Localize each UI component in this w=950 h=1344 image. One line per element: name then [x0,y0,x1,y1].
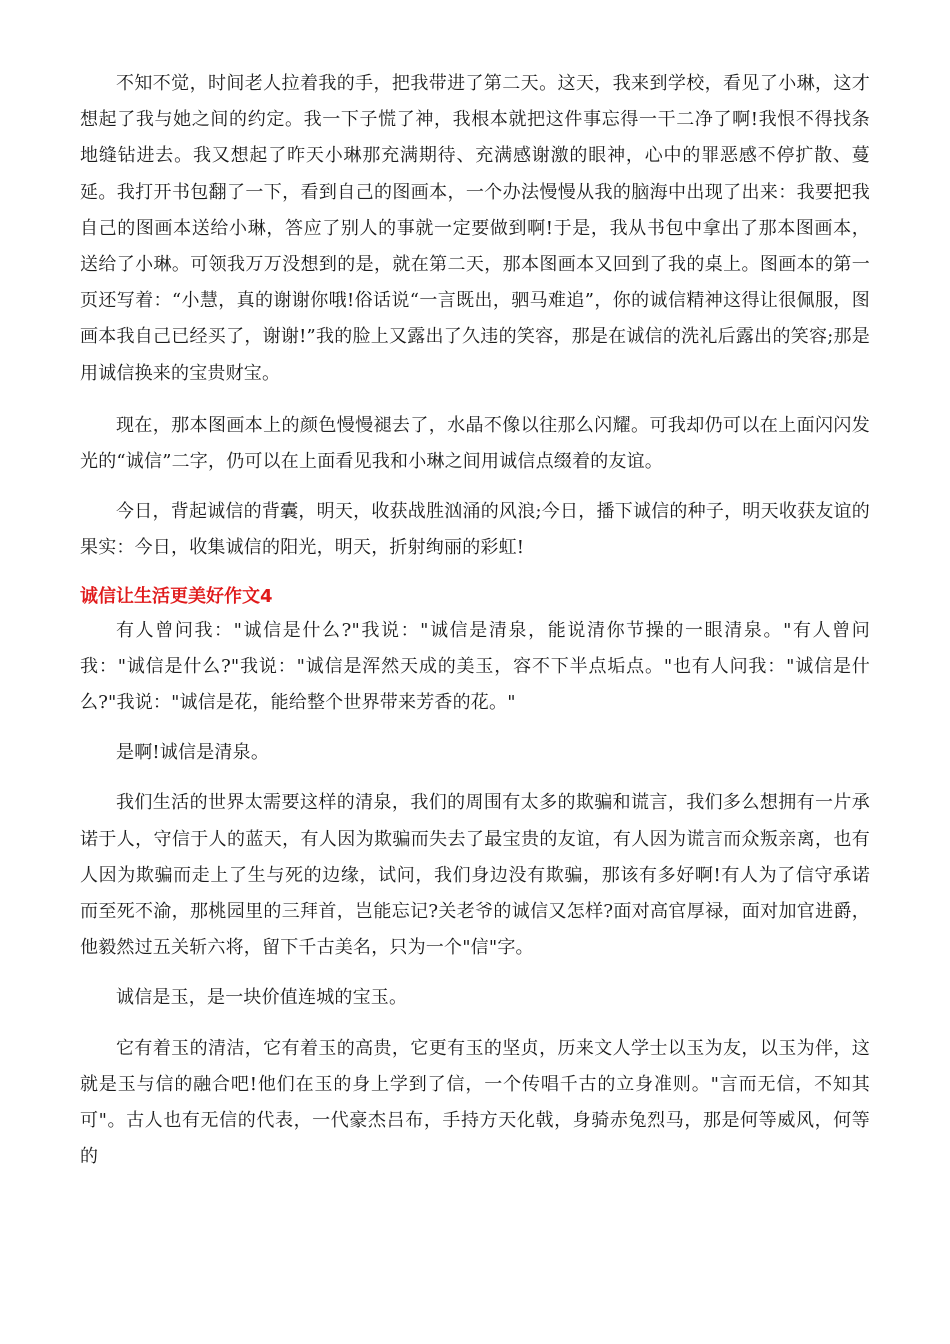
paragraph-second-day: 不知不觉，时间老人拉着我的手，把我带进了第二天。这天，我来到学校，看见了小琳，这才想起了我与她之间的约定。我一下子慌了神，我根本就把这件事忘得一干二净了啊!我恨不得找条地缝钻进去。我又想起了昨天小琳那充满期待、充满感谢激的眼神，心中的罪恶感不停扩散、蔓延。我打开书包翻了一下，看到自己的图画本，一个办法慢慢从我的脑海中出现了出来：我要把我自己的图画本送给小琳，答应了别人的事就一定要做到啊!于是，我从书包中拿出了那本图画本，送给了小琳。可领我万万没想到的是，就在第二天，那本图画本又回到了我的桌上。图画本的第一页还写着：“小慧，真的谢谢你哦!俗话说“一言既出，驷马难追”，你的诚信精神这得让很佩服，图画本我自己已经买了，谢谢!”我的脸上又露出了久违的笑容，那是在诚信的洗礼后露出的笑容;那是用诚信换来的宝贵财宝。 [80,73,870,384]
paragraph-gap [80,480,870,494]
paragraph-gap [80,567,870,581]
paragraph-gap [80,1017,870,1031]
paragraph-fading-notebook: 现在，那本图画本上的颜色慢慢褪去了，水晶不像以往那么闪耀。可我却仍可以在上面闪闪发光的“诚信”二字，仍可以在上面看见我和小琳之间用诚信点缀着的友谊。 [80,414,870,473]
paragraph-jade-qualities: 它有着玉的清洁，它有着玉的高贵，它更有玉的坚贞，历来文人学士以玉为友，以玉为伴，这就是玉与信的融合吧!他们在玉的身上学到了信，一个传唱千古的立身准则。"言而无信，不知其可"。古人也有无信的代表，一代豪杰吕布，手持方天化戟，身骑赤兔烈马，那是何等威风，何等的 [80,1037,870,1168]
paragraph-today-tomorrow: 今日，背起诚信的背囊，明天，收获战胜汹涌的风浪;今日，播下诚信的种子，明天收获友谊的果实：今日，收集诚信的阳光，明天，折射绚丽的彩虹! [80,501,870,559]
paragraph-integrity-is-jade: 诚信是玉，是一块价值连城的宝玉。 [116,987,408,1009]
essay-heading: 诚信让生活更美好作文4 [80,585,273,607]
paragraph-integrity-is-spring: 是啊!诚信是清泉。 [116,742,270,764]
paragraph-world-needs-spring: 我们生活的世界太需要这样的清泉，我们的周围有太多的欺骗和谎言，我们多么想拥有一片承诺于人，守信于人的蓝天，有人因为欺骗而失去了最宝贵的友谊，有人因为谎言而众叛亲离，也有人因为欺骗而走上了生与死的边缘，试问，我们身边没有欺骗，那该有多好啊!有人为了信守承诺而至死不渝，那桃园里的三拜首，岂能忘记?关老爷的诚信又怎样?面对高官厚禄，面对加官进爵，他毅然过五关斩六将，留下千古美名，只为一个"信"字。 [80,792,870,959]
paragraph-gap [80,771,870,785]
paragraph-gap [80,392,870,408]
paragraph-what-is-integrity: 有人曾问我："诚信是什么?"我说："诚信是清泉，能说清你节操的一眼清泉。"有人曾问我："诚信是什么?"我说："诚信是浑然天成的美玉，容不下半点垢点。"也有人问我："诚信是什么?"我说："诚信是花，能给整个世界带来芳香的花。" [80,619,870,714]
paragraph-gap [80,721,870,735]
paragraph-gap [80,966,870,980]
